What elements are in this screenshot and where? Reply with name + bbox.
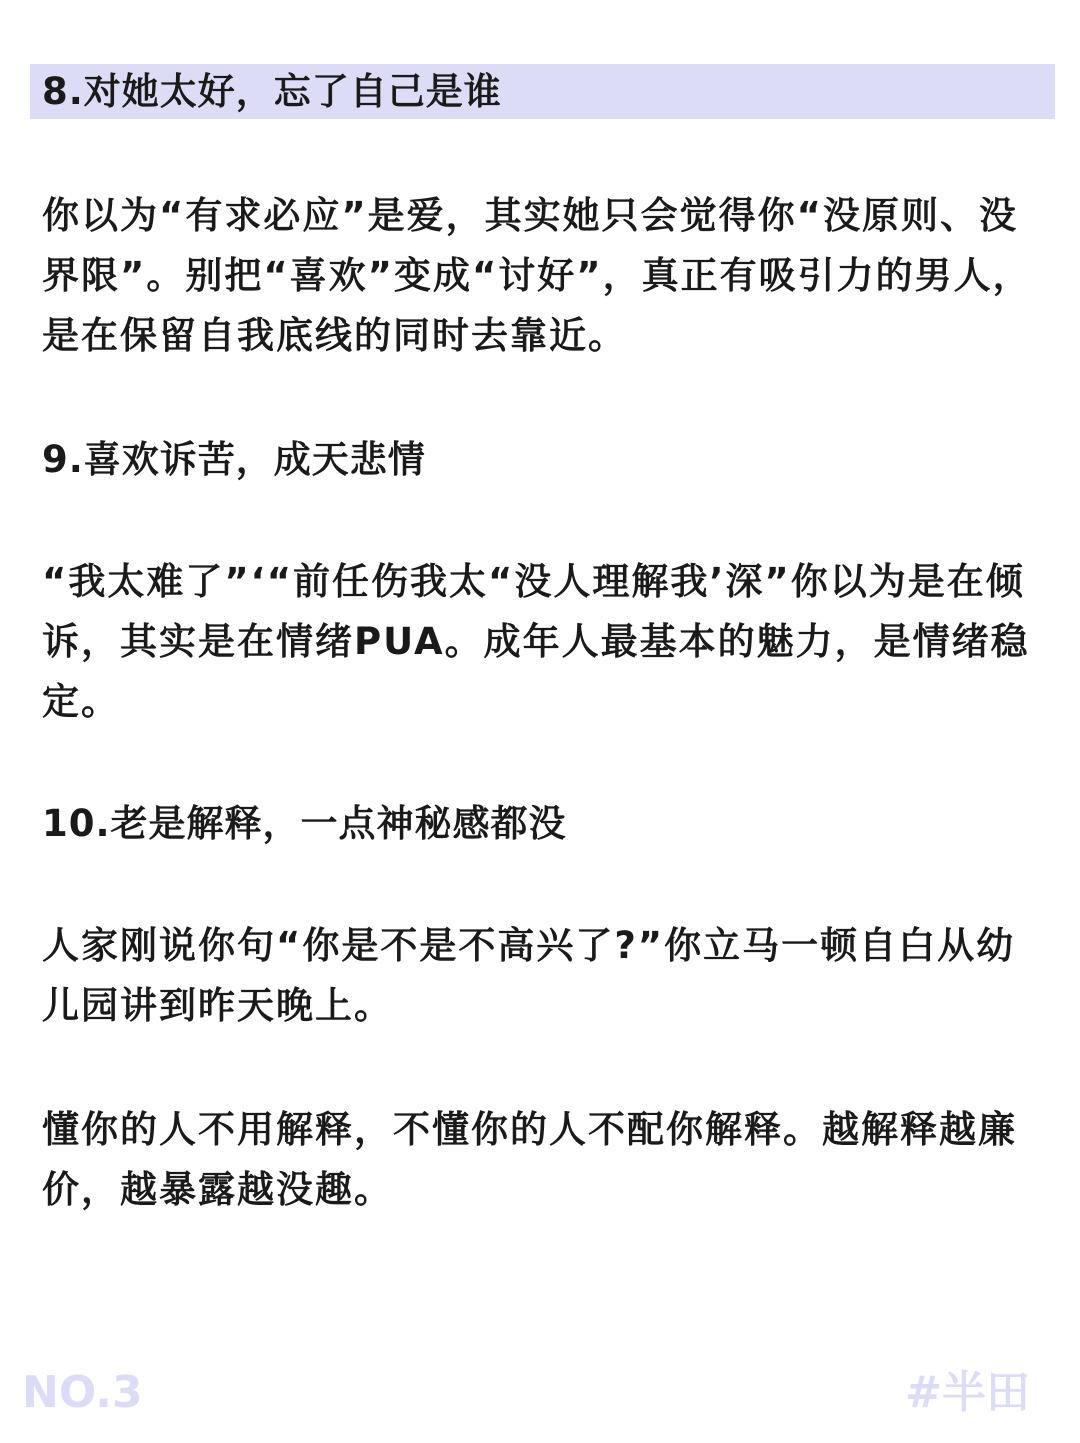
hashtag-signature: #半田 (905, 1367, 1030, 1418)
section-9-heading: 9.喜欢诉苦，成天悲情 (42, 438, 426, 481)
page-number: NO.3 (22, 1367, 143, 1418)
section-10-heading: 10.老是解释，一点神秘感都没 (42, 802, 567, 845)
section-8-heading: 8.对她太好，忘了自己是谁 (42, 70, 502, 113)
section-10-paragraph-1: 人家刚说你句“你是不是不高兴了?”你立马一顿自白从幼儿园讲到昨天晚上。 (42, 924, 1016, 1027)
section-10-paragraph-2: 懂你的人不用解释，不懂你的人不配你解释。越解释越廉价，越暴露越没趣。 (42, 1108, 1017, 1211)
section-9-paragraph: “我太难了”‘“前任伤我太“没人理解我’深”你以为是在倾诉，其实是在情绪PUA。成年人最基本的魅力，是情绪稳定。 (42, 560, 1030, 723)
section-8-paragraph: 你以为“有求必应”是爱，其实她只会觉得你“没原则、没界限”。别把“喜欢”变成“讨好”，真正有吸引力的男人，是在保留自我底线的同时去靠近。 (42, 194, 1032, 357)
